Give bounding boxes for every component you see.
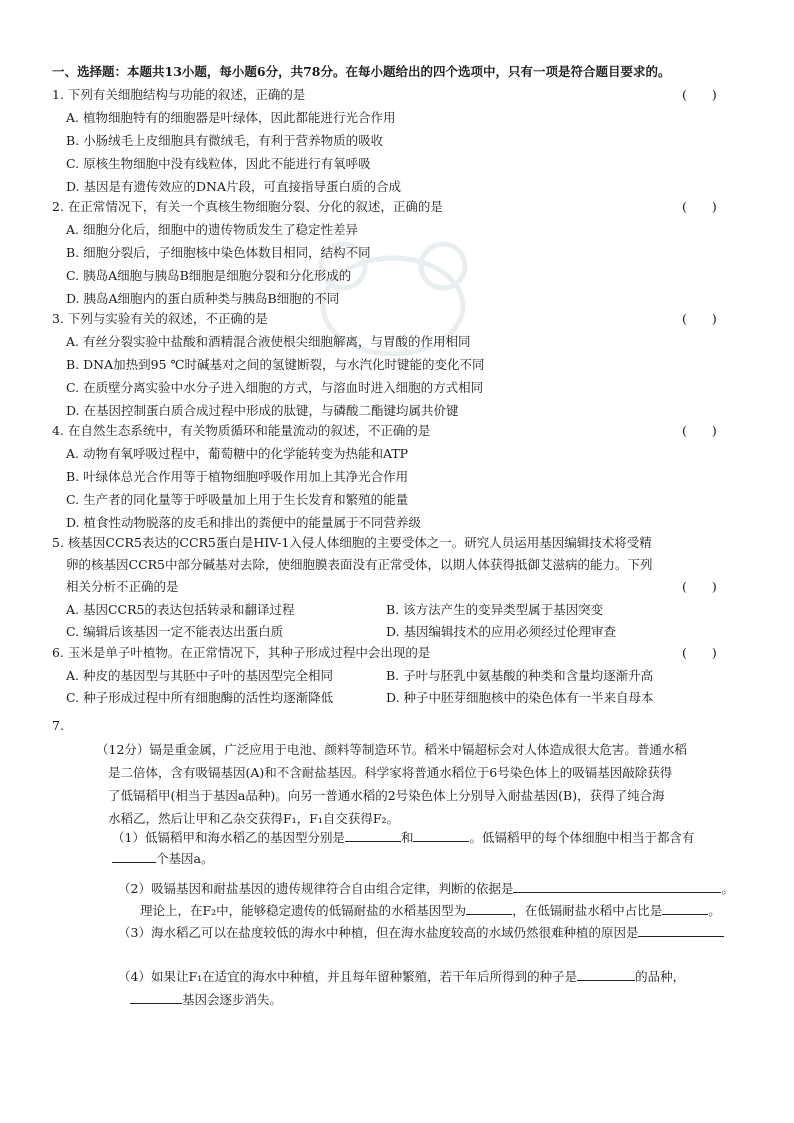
- answer-paren: ( ): [682, 87, 717, 102]
- question-6-stem: 6. 玉米是单子叶植物。在正常情况下，其种子形成过程中会出现的是: [52, 645, 431, 660]
- part-4-text-a: （4）如果让F₁在适宜的海水中种植，并且每年留种繁殖，若干年后所得到的种子是: [118, 969, 578, 984]
- question-7-intro-line-4: 水稻乙，然后让甲和乙杂交获得F₁，F₁自交获得F₂。: [108, 811, 400, 826]
- question-2-option-a: A. 细胞分化后，细胞中的遗传物质发生了稳定性差异: [66, 222, 358, 237]
- question-2-stem: 2. 在正常情况下，有关一个真核生物细胞分裂、分化的叙述，正确的是: [52, 199, 443, 214]
- question-7-number: 7.: [52, 718, 64, 733]
- part-1-text-c: 个基因a。: [156, 851, 214, 866]
- part-1-text-b: 。低镉稻甲的每个体细胞中相当于都含有: [469, 830, 695, 845]
- question-2-option-b: B. 细胞分裂后，子细胞核中染色体数目相同，结构不同: [66, 245, 371, 260]
- question-7-part-4-cont: [130, 991, 282, 1008]
- answer-blank[interactable]: [130, 991, 182, 1004]
- question-3-stem: 3. 下列与实验有关的叙述，不正确的是: [52, 311, 268, 326]
- question-1-option-c: C. 原核生物细胞中没有线粒体，因此不能进行有氧呼吸: [66, 156, 371, 171]
- question-6-option-c: C. 种子形成过程中所有细胞酶的活性均逐渐降低: [66, 690, 334, 705]
- question-6-option-b: B. 子叶与胚乳中氨基酸的种类和含量均逐渐升高: [386, 668, 654, 683]
- part-4-text-b: 的品种，: [635, 969, 686, 984]
- part-1-and: 和: [400, 830, 414, 845]
- answer-blank[interactable]: [513, 880, 721, 893]
- answer-blank[interactable]: [413, 829, 469, 842]
- answer-paren: ( ): [682, 199, 717, 214]
- question-3-option-c: C. 在质壁分离实验中水分子进入细胞的方式，与溶血时进入细胞的方式相同: [66, 380, 484, 395]
- answer-blank[interactable]: [662, 902, 708, 915]
- question-4-option-d: D. 植食性动物脱落的皮毛和排出的粪便中的能量属于不同营养级: [66, 515, 422, 530]
- part-2-text-c: ，在低镉耐盐水稻中占比是: [512, 903, 663, 918]
- question-2-option-c: C. 胰岛A细胞与胰岛B细胞是细胞分裂和分化形成的: [66, 268, 352, 283]
- question-7-part-3: [118, 924, 724, 941]
- question-1-option-d: D. 基因是有遗传效应的DNA片段，可直接指导蛋白质的合成: [66, 179, 402, 194]
- section-title: 一、选择题：本题共13小题，每小题6分，共78分。在每小题给出的四个选项中，只有一项是符合题目要求的。: [52, 64, 671, 79]
- question-5-stem-line-2: 卵的核基因CCR5中部分碱基对去除，使细胞膜表面没有正常受体，以期人体获得抵御艾滋病的能力。下列: [66, 557, 653, 572]
- answer-paren: ( ): [682, 423, 717, 438]
- answer-blank[interactable]: [577, 968, 635, 981]
- question-4-option-b: B. 叶绿体总光合作用等于植物细胞呼吸作用加上其净光合作用: [66, 469, 409, 484]
- question-6-option-a: A. 种皮的基因型与其胚中子叶的基因型完全相同: [66, 668, 333, 683]
- question-7-part-2: [118, 880, 734, 897]
- question-5-option-a: A. 基因CCR5的表达包括转录和翻译过程: [66, 602, 295, 617]
- question-5-option-d: D. 基因编辑技术的应用必须经过伦理审查: [386, 624, 617, 639]
- question-7-intro-line-3: 了低镉稻甲(相当于基因a品种)。向另一普通水稻的2号染色体上分别导入耐盐基因(B)，获得了纯合海: [108, 788, 665, 803]
- question-3-option-d: D. 在基因控制蛋白质合成过程中形成的肽键，与磷酸二酯键均属共价键: [66, 403, 459, 418]
- answer-blank[interactable]: [112, 850, 156, 863]
- question-4-option-c: C. 生产者的同化量等于呼吸量加上用于生长发育和繁殖的能量: [66, 492, 409, 507]
- question-4-option-a: A. 动物有氧呼吸过程中，葡萄糖中的化学能转变为热能和ATP: [66, 446, 409, 461]
- part-2-end: 。: [721, 881, 734, 896]
- part-2-text-a: （2）吸镉基因和耐盐基因的遗传规律符合自由组合定律，判断的依据是: [118, 881, 514, 896]
- question-1-option-b: B. 小肠绒毛上皮细胞具有微绒毛，有利于营养物质的吸收: [66, 133, 384, 148]
- question-6-option-d: D. 种子中胚芽细胞核中的染色体有一半来自母本: [386, 690, 654, 705]
- part-1-text-a: （1）低镉稻甲和海水稻乙的基因型分别是: [112, 830, 345, 845]
- part-2-text-d: 。: [708, 903, 721, 918]
- answer-paren: ( ): [682, 579, 717, 594]
- part-4-text-c: 基因会逐步消失。: [182, 992, 283, 1007]
- part-3-text: （3）海水稻乙可以在盐度较低的海水中种植，但在海水盐度较高的水域仍然很难种植的原因是: [118, 925, 639, 940]
- question-7-part-1-cont: [112, 850, 213, 867]
- answer-blank[interactable]: [638, 924, 724, 937]
- answer-paren: ( ): [682, 311, 717, 326]
- question-5-stem-line-3: 相关分析不正确的是: [66, 579, 179, 594]
- question-1-stem: 1. 下列有关细胞结构与功能的叙述，正确的是: [52, 87, 306, 102]
- question-7-intro-line-2: 是二倍体，含有吸镉基因(A)和不含耐盐基因。科学家将普通水稻位于6号染色体上的吸镉基因敲除获得: [108, 765, 673, 780]
- part-2-text-b: 理论上，在F₂中，能够稳定遗传的低镉耐盐的水稻基因型为: [140, 903, 467, 918]
- question-1-option-a: A. 植物细胞特有的细胞器是叶绿体，因此都能进行光合作用: [66, 110, 396, 125]
- question-7-part-4: [118, 968, 685, 985]
- question-4-stem: 4. 在自然生态系统中，有关物质循环和能量流动的叙述，不正确的是: [52, 423, 431, 438]
- question-7-part-1: [112, 829, 695, 846]
- question-7-part-2-cont: [140, 902, 721, 919]
- answer-blank[interactable]: [345, 829, 401, 842]
- question-5-option-c: C. 编辑后该基因一定不能表达出蛋白质: [66, 624, 284, 639]
- question-2-option-d: D. 胰岛A细胞内的蛋白质种类与胰岛B细胞的不同: [66, 291, 340, 306]
- answer-paren: ( ): [682, 645, 717, 660]
- question-5-option-b: B. 该方法产生的变异类型属于基因突变: [386, 602, 604, 617]
- question-3-option-b: B. DNA加热到95 ℃时碱基对之间的氢键断裂，与水汽化时键能的变化不同: [66, 357, 485, 372]
- question-5-stem-line-1: 5. 核基因CCR5表达的CCR5蛋白是HIV-1入侵人体细胞的主要受体之一。研究人员运用基因编辑技术将受精: [52, 535, 652, 550]
- question-3-option-a: A. 有丝分裂实验中盐酸和酒精混合液使根尖细胞解离，与胃酸的作用相同: [66, 334, 471, 349]
- question-7-intro-line-1: （12分）镉是重金属，广泛应用于电池、颜料等制造环节。稻米中镉超标会对人体造成很大危害。普通水稻: [96, 742, 687, 757]
- answer-blank[interactable]: [466, 902, 512, 915]
